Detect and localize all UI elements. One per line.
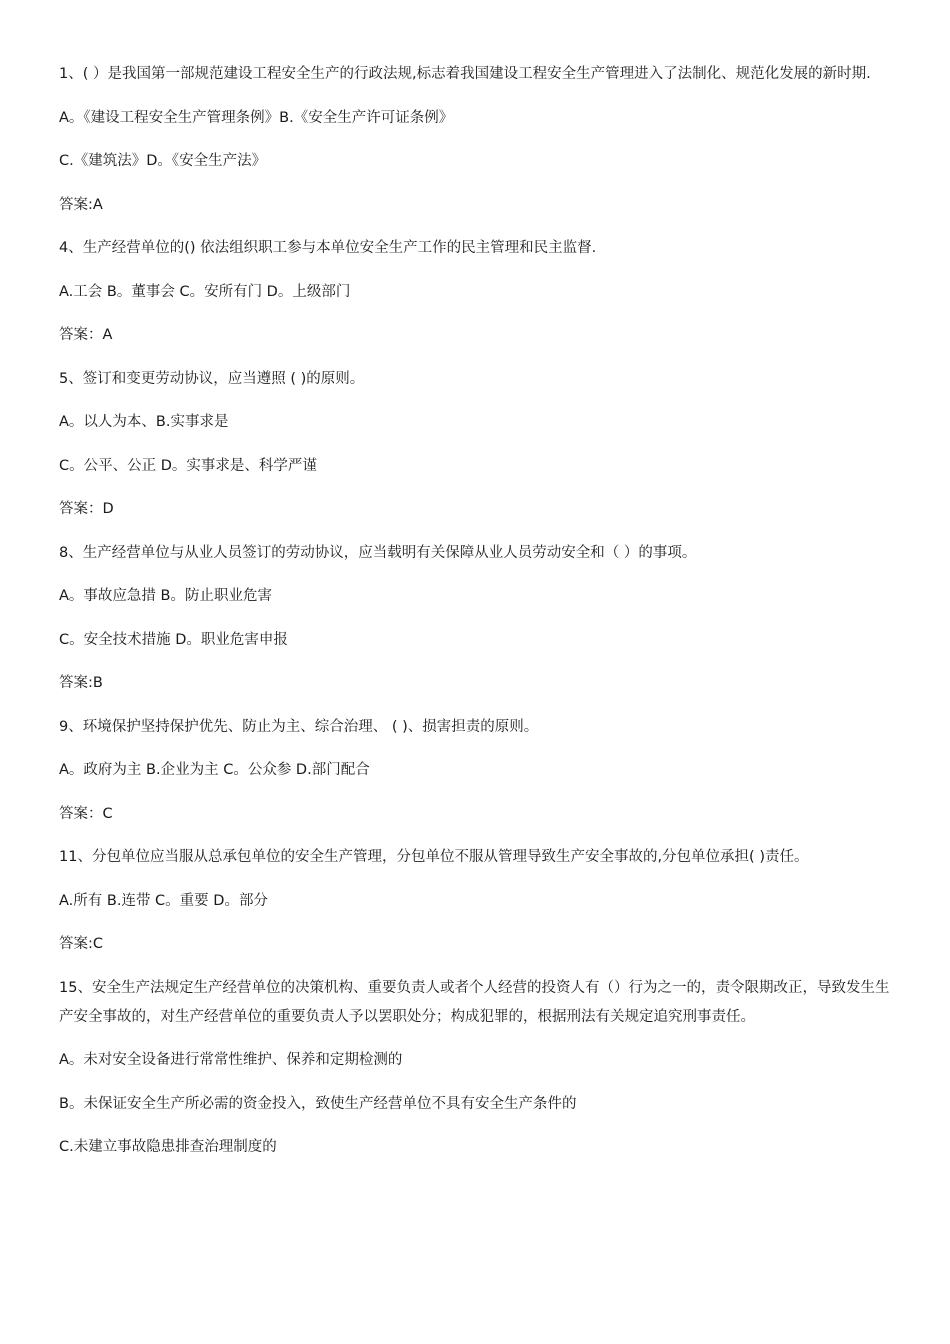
question-5-options-ab: A。以人为本、B.实事求是	[59, 414, 229, 430]
question-11-text: 11、分包单位应当服从总承包单位的安全生产管理，分包单位不服从管理导致生产安全事故的,分包单位承担( )责任。	[59, 849, 809, 865]
question-4-options: A.工会 B。董事会 C。安所有门 D。上级部门	[59, 283, 351, 300]
question-5-text: 5、签订和变更劳动协议，应当遵照 ( )的原则。	[59, 370, 365, 387]
question-8-answer: 答案:B	[59, 675, 103, 691]
question-9-answer: 答案：C	[59, 805, 113, 822]
question-15-option-a: A。未对安全设备进行常常性维护、保养和定期检测的	[59, 1052, 403, 1068]
question-4-text: 4、生产经营单位的() 依法组织职工参与本单位安全生产工作的民主管理和民主监督.	[59, 240, 597, 256]
question-8-text: 8、生产经营单位与从业人员签订的劳动协议，应当载明有关保障从业人员劳动安全和（ ）的事项。	[59, 544, 697, 561]
question-1-text: 1、( ）是我国第一部规范建设工程安全生产的行政法规,标志着我国建设工程安全生产管理进入了法制化、规范化发展的新时期.	[59, 66, 871, 82]
question-1-answer: 答案:A	[59, 196, 103, 213]
question-15-option-c: C.未建立事故隐患排查治理制度的	[59, 1139, 277, 1155]
question-8-options-ab: A。事故应急措 B。防止职业危害	[59, 588, 272, 604]
question-1-options-cd: C.《建筑法》D。《安全生产法》	[59, 153, 267, 169]
question-11-options: A.所有 B.连带 C。重要 D。部分	[59, 892, 268, 909]
question-15-option-b: B。未保证安全生产所必需的资金投入，致使生产经营单位不具有安全生产条件的	[59, 1095, 577, 1112]
question-15-text: 15、安全生产法规定生产经营单位的决策机构、重要负责人或者个人经营的投资人有（）行为之一的，责令限期改正，导致发生生产安全事故的，对生产经营单位的重要负责人予以罢职处分；构成犯罪的，根据刑法有关规定追究刑事责任。	[59, 979, 890, 1025]
document-page	[59, 60, 893, 1177]
question-8-options-cd: C。安全技术措施 D。职业危害申报	[59, 631, 288, 648]
question-11-answer: 答案:C	[59, 936, 104, 952]
question-4-answer: 答案：A	[59, 327, 113, 343]
question-5-options-cd: C。公平、公正 D。实事求是、科学严谨	[59, 457, 317, 474]
question-9-options: A。政府为主 B.企业为主 C。公众参 D.部门配合	[59, 762, 370, 778]
question-1-options-ab: A。《建设工程安全生产管理条例》B.《安全生产许可证条例》	[59, 109, 454, 126]
question-9-text: 9、环境保护坚持保护优先、防止为主、综合治理、 ( )、损害担责的原则。	[59, 718, 539, 735]
question-5-answer: 答案：D	[59, 501, 114, 517]
